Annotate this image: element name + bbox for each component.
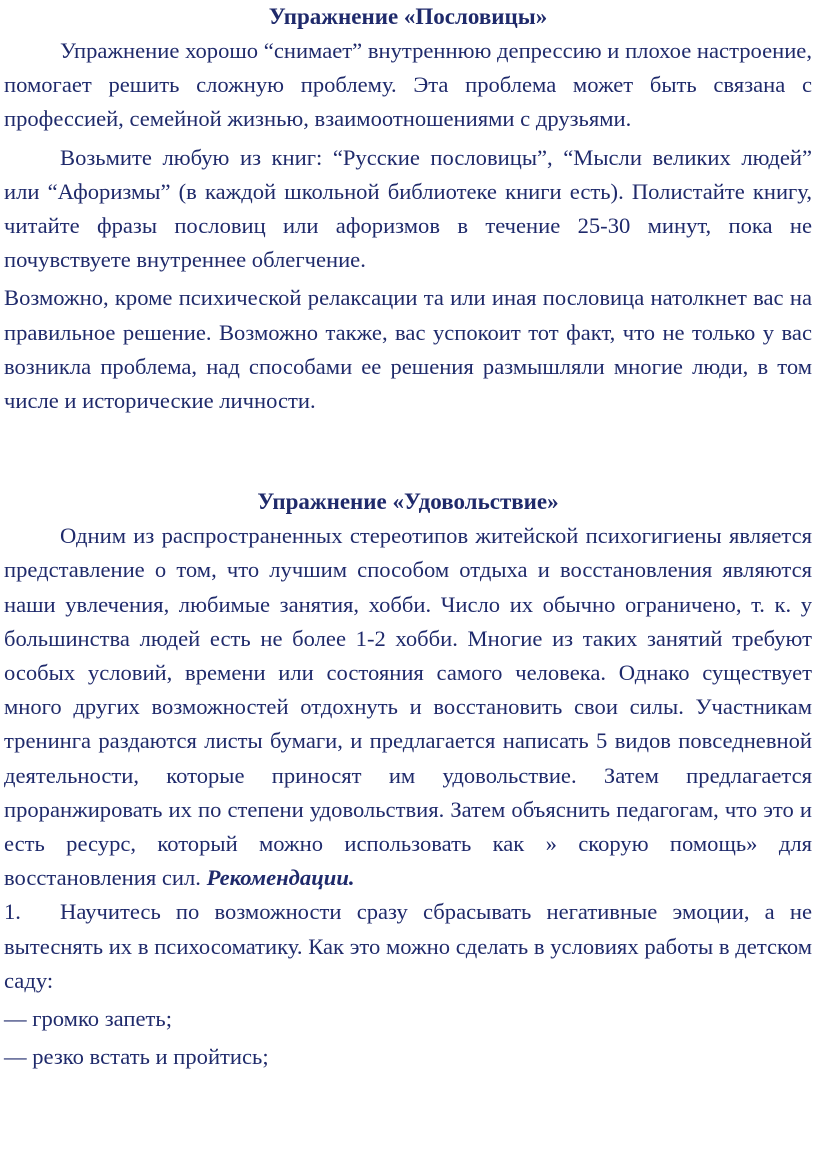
section-spacer <box>4 418 812 485</box>
paragraph-proverbs-intro: Упражнение хорошо “снимает” внутреннюю депрессию и плохое настроение, помогает решить сложную проблему. Эта проблема может быть связана с профессией, семейной жизнью, взаимоотношениями с друзьями. <box>4 38 812 132</box>
paragraph-pleasure-main <box>4 519 812 895</box>
list-number: 1. <box>4 899 21 925</box>
dash-item-sing: — громко запеть; <box>4 1006 172 1032</box>
paragraph-pleasure-text: Одним из распространенных стереотипов житейской психогигиены является представление о том, что лучшим способом отдыха и восстановления являются наши увлечения, любимые занятия, хобби. Число их обычно ограничено, т. к. у большинства людей есть не более 1-2 хобби. Многие из таких занятий требуют особых условий, времени или состояния самого человека. Однако существует много других возможностей отдохнуть и восстановить свои силы. Участникам тренинга раздаются листы бумаги, и предлагается написать 5 видов повседневной деятельности, которые приносят им удовольствие. Затем предлагается проранжировать их по степени удовольствия. Затем объяснить педагогам, что это и есть ресурс, который можно использовать как » скорую помощь» для восстановления сил. <box>4 523 812 891</box>
dash-item-walk: — резко встать и пройтись; <box>4 1044 269 1070</box>
list-item-text: Научитесь по возможности сразу сбрасывать негативные эмоции, а не вытеснять их в психосоматику. Как это можно сделать в условиях работы в детском саду: <box>4 899 812 993</box>
paragraph-proverbs-instructions: Возьмите любую из книг: “Русские пословицы”, “Мысли великих людей” или “Афоризмы” (в каждой школьной библиотеке книги есть). Полистайте книгу, читайте фразы пословиц или афоризмов в течение 25-30 минут, пока не почувствуете внутреннее облегчение. <box>4 144 812 273</box>
section-title-pleasure: Упражнение «Удовольствие» <box>257 489 559 515</box>
document-page <box>4 0 812 1074</box>
recommendations-label: Рекомендации. <box>206 865 355 891</box>
list-item-recommendation-1 <box>4 895 812 998</box>
paragraph-proverbs-conclusion: Возможно, кроме психической релаксации та или иная пословица натолкнет вас на правильное решение. Возможно также, вас успокоит тот факт, что не только у вас возникла проблема, над способами ее решения размышляли многие люди, в том числе и исторические личности. <box>4 285 812 414</box>
section-title-proverbs: Упражнение «Пословицы» <box>268 4 548 29</box>
